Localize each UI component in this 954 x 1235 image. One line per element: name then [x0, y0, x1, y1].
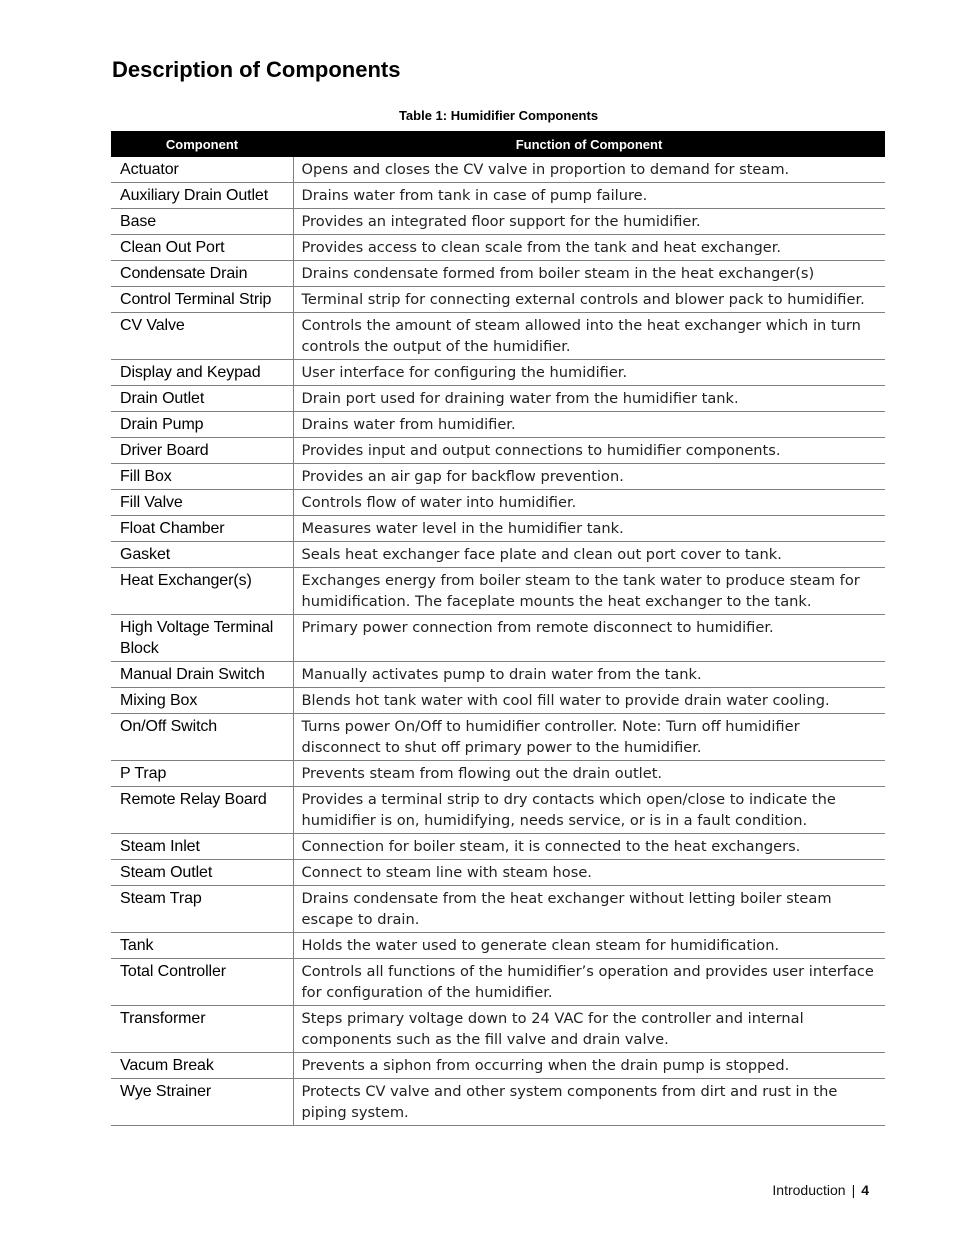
- component-name-cell: Auxiliary Drain Outlet: [111, 183, 293, 209]
- component-name-cell: Actuator: [111, 157, 293, 183]
- header-row: [111, 131, 885, 157]
- table-row: [111, 662, 885, 688]
- component-function-cell: Holds the water used to generate clean steam for humidification.: [293, 933, 885, 959]
- component-function-cell: Controls the amount of steam allowed into the heat exchanger which in turn controls the output of the humidifier.: [293, 313, 885, 360]
- component-function-cell: Controls all functions of the humidifier’s operation and provides user interface for configuration of the humidifier.: [293, 959, 885, 1006]
- table-row: [111, 542, 885, 568]
- table-row: [111, 261, 885, 287]
- table-row: [111, 714, 885, 761]
- footer-section: Introduction: [772, 1182, 846, 1198]
- component-name-cell: Total Controller: [111, 959, 293, 1006]
- table-row: [111, 1006, 885, 1053]
- component-function-cell: Provides access to clean scale from the tank and heat exchanger.: [293, 235, 885, 261]
- table-row: [111, 834, 885, 860]
- component-function-cell: Turns power On/Off to humidifier controller. Note: Turn off humidifier disconnect to shut off primary power to the humidifier.: [293, 714, 885, 761]
- table-row: [111, 183, 885, 209]
- component-function-cell: Protects CV valve and other system components from dirt and rust in the piping system.: [293, 1079, 885, 1126]
- component-function-cell: Provides an air gap for backflow prevention.: [293, 464, 885, 490]
- table-row: [111, 287, 885, 313]
- component-function-cell: User interface for configuring the humidifier.: [293, 360, 885, 386]
- table-row: [111, 412, 885, 438]
- table-row: [111, 157, 885, 183]
- component-name-cell: Manual Drain Switch: [111, 662, 293, 688]
- table-row: [111, 860, 885, 886]
- component-name-cell: CV Valve: [111, 313, 293, 360]
- component-function-cell: Drains water from tank in case of pump failure.: [293, 183, 885, 209]
- component-name-cell: Fill Valve: [111, 490, 293, 516]
- component-function-cell: Drain port used for draining water from the humidifier tank.: [293, 386, 885, 412]
- component-name-cell: Heat Exchanger(s): [111, 568, 293, 615]
- component-name-cell: Steam Outlet: [111, 860, 293, 886]
- component-name-cell: Driver Board: [111, 438, 293, 464]
- table-body: [111, 157, 885, 1126]
- component-function-cell: Drains water from humidifier.: [293, 412, 885, 438]
- table-caption: Table 1: Humidifier Components: [398, 108, 599, 123]
- component-name-cell: Drain Outlet: [111, 386, 293, 412]
- component-function-cell: Connection for boiler steam, it is connected to the heat exchangers.: [293, 834, 885, 860]
- component-function-cell: Seals heat exchanger face plate and clean out port cover to tank.: [293, 542, 885, 568]
- components-table: [111, 131, 885, 1126]
- table-row: [111, 235, 885, 261]
- table-row: [111, 209, 885, 235]
- component-name-cell: Tank: [111, 933, 293, 959]
- table-row: [111, 761, 885, 787]
- component-function-cell: Provides input and output connections to humidifier components.: [293, 438, 885, 464]
- table-row: [111, 360, 885, 386]
- column-header-function: Function of Component: [293, 131, 885, 157]
- component-name-cell: On/Off Switch: [111, 714, 293, 761]
- component-name-cell: Vacum Break: [111, 1053, 293, 1079]
- table-row: [111, 568, 885, 615]
- page-title: Description of Components: [112, 57, 401, 82]
- table-row: [111, 688, 885, 714]
- component-name-cell: High Voltage Terminal Block: [111, 615, 293, 662]
- component-function-cell: Controls flow of water into humidifier.: [293, 490, 885, 516]
- table-row: [111, 516, 885, 542]
- component-function-cell: Primary power connection from remote disconnect to humidifier.: [293, 615, 885, 662]
- component-function-cell: Terminal strip for connecting external controls and blower pack to humidifier.: [293, 287, 885, 313]
- component-name-cell: Float Chamber: [111, 516, 293, 542]
- component-name-cell: Control Terminal Strip: [111, 287, 293, 313]
- component-name-cell: Transformer: [111, 1006, 293, 1053]
- component-function-cell: Opens and closes the CV valve in proportion to demand for steam.: [293, 157, 885, 183]
- component-name-cell: Clean Out Port: [111, 235, 293, 261]
- component-function-cell: Exchanges energy from boiler steam to the tank water to produce steam for humidification. The faceplate mounts the heat exchanger to the tank.: [293, 568, 885, 615]
- component-function-cell: Measures water level in the humidifier tank.: [293, 516, 885, 542]
- component-function-cell: Drains condensate from the heat exchanger without letting boiler steam escape to drain.: [293, 886, 885, 933]
- table-row: [111, 438, 885, 464]
- component-name-cell: Steam Inlet: [111, 834, 293, 860]
- table-row: [111, 615, 885, 662]
- component-function-cell: Drains condensate formed from boiler steam in the heat exchanger(s): [293, 261, 885, 287]
- table-row: [111, 1053, 885, 1079]
- table-row: [111, 933, 885, 959]
- component-name-cell: Display and Keypad: [111, 360, 293, 386]
- table-row: [111, 787, 885, 834]
- component-function-cell: Steps primary voltage down to 24 VAC for the controller and internal components such as the fill valve and drain valve.: [293, 1006, 885, 1053]
- component-function-cell: Provides a terminal strip to dry contacts which open/close to indicate the humidifier is on, humidifying, needs service, or is in a fault condition.: [293, 787, 885, 834]
- table-row: [111, 490, 885, 516]
- component-name-cell: Wye Strainer: [111, 1079, 293, 1126]
- component-name-cell: Condensate Drain: [111, 261, 293, 287]
- component-name-cell: P Trap: [111, 761, 293, 787]
- table-row: [111, 1079, 885, 1126]
- component-function-cell: Prevents steam from flowing out the drain outlet.: [293, 761, 885, 787]
- component-function-cell: Provides an integrated floor support for the humidifier.: [293, 209, 885, 235]
- table-row: [111, 386, 885, 412]
- component-name-cell: Mixing Box: [111, 688, 293, 714]
- footer-separator: |: [851, 1182, 856, 1198]
- component-function-cell: Manually activates pump to drain water from the tank.: [293, 662, 885, 688]
- component-name-cell: Gasket: [111, 542, 293, 568]
- component-name-cell: Base: [111, 209, 293, 235]
- component-function-cell: Connect to steam line with steam hose.: [293, 860, 885, 886]
- component-name-cell: Steam Trap: [111, 886, 293, 933]
- table-row: [111, 959, 885, 1006]
- column-header-component: Component: [111, 131, 293, 157]
- table-row: [111, 464, 885, 490]
- component-name-cell: Remote Relay Board: [111, 787, 293, 834]
- component-function-cell: Blends hot tank water with cool fill water to provide drain water cooling.: [293, 688, 885, 714]
- table-row: [111, 313, 885, 360]
- component-function-cell: Prevents a siphon from occurring when the drain pump is stopped.: [293, 1053, 885, 1079]
- component-name-cell: Fill Box: [111, 464, 293, 490]
- component-name-cell: Drain Pump: [111, 412, 293, 438]
- table-header: [111, 131, 885, 157]
- table-row: [111, 886, 885, 933]
- page-number: 4: [861, 1182, 869, 1198]
- page-footer: [772, 1182, 869, 1198]
